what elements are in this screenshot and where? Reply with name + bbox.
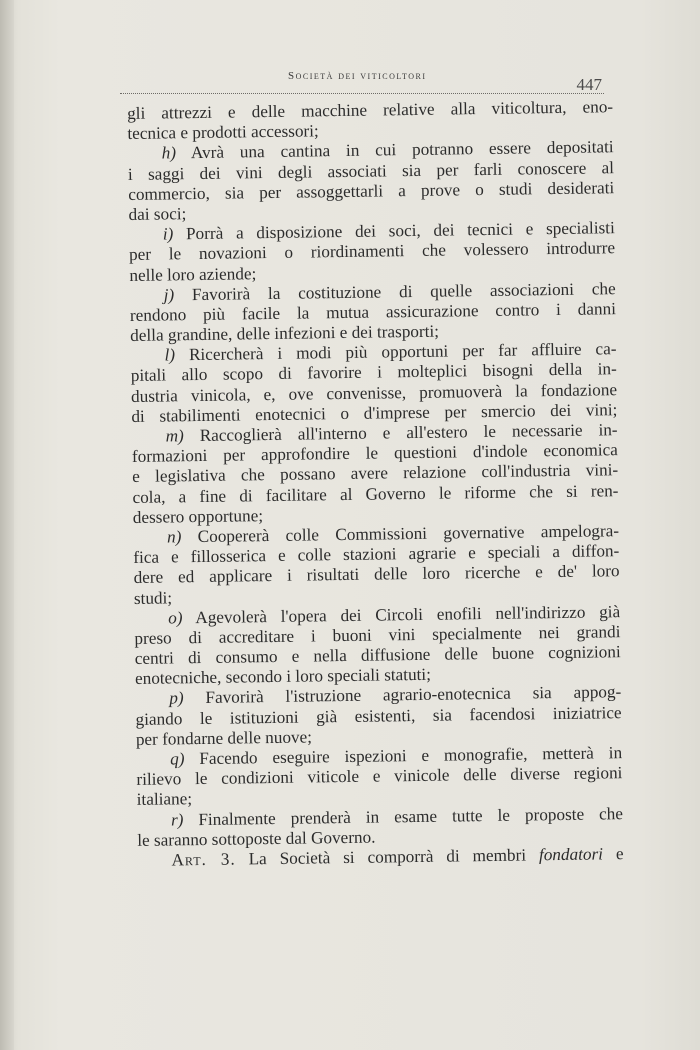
- article-label: Art. 3.: [171, 849, 236, 870]
- article-3-heading: Art. 3. La Società si comporrà di membri fondatori e: [171, 844, 624, 870]
- list-item-q: q) Facendo eseguire ispezioni e monografie, metterà in: [170, 743, 623, 769]
- list-item-h: h) Avrà una cantina in cui potranno essere depositati: [161, 137, 614, 163]
- text-line: per le novazioni o riordinamenti che volessero introdurre: [128, 238, 616, 265]
- text-line: commercio, sia per assoggettarli a prove o studi desiderati: [128, 177, 615, 204]
- text-line: centri di consumo e nella diffusione delle buone cognizioni: [134, 642, 621, 669]
- item-marker: p): [169, 688, 184, 708]
- text-line: italiane;: [136, 789, 193, 810]
- list-item-p: p) Favorirà l'istruzione agrario-enotecnica sia appog-: [169, 682, 622, 708]
- item-marker: l): [164, 345, 176, 365]
- page-header: [120, 62, 610, 96]
- list-item-j: j) Favorirà la costituzione di quelle associazioni che: [163, 278, 616, 305]
- book-spine-shadow: [0, 0, 14, 1050]
- text-line: preso di accreditare i buoni vini specialmente nei grandi: [134, 622, 621, 648]
- emphasis-fondatori: fondatori: [538, 844, 604, 865]
- text-line: enotecniche, secondo i loro speciali statuti;: [134, 665, 432, 689]
- text-line: dustria vinicola, e, ove convenisse, promuoverà la fondazione: [130, 379, 618, 406]
- text-line: dessero opportune;: [132, 505, 264, 527]
- text-line: rendono più facile la mutua assicurazione contro i danni: [129, 299, 617, 325]
- list-item-l: l) Ricercherà i modi più opportuni per far affluire ca-: [164, 339, 617, 365]
- list-item-i: i) Porrà a disposizione dei soci, dei tecnici e specialisti: [162, 218, 615, 244]
- text-line: di stabilimenti enotecnici o d'imprese per smercio dei vini;: [131, 399, 618, 426]
- text-line: rilievo le condizioni viticole e vinicole delle diverse regioni: [136, 763, 623, 790]
- list-item-n: n) Coopererà colle Commissioni governative ampelogra-: [166, 521, 620, 547]
- item-marker: r): [170, 809, 184, 830]
- text-line: dai soci;: [128, 204, 187, 224]
- running-head: Società dei viticoltori: [288, 70, 427, 82]
- text-line: gli attrezzi e delle macchine relative alla viticoltura, eno-: [127, 97, 614, 123]
- text-line: per fondarne delle nuove;: [135, 727, 313, 749]
- text-line: nelle loro aziende;: [129, 263, 257, 285]
- page-number: 447: [576, 75, 602, 94]
- list-item-o: o) Agevolerà l'opera dei Circoli enofili nell'indirizzo già: [168, 601, 621, 628]
- item-marker: i): [162, 224, 174, 244]
- text-line: tecnica e prodotti accessori;: [127, 121, 319, 144]
- list-item-r: r) Finalmente prenderà in esame tutte le proposte che: [170, 803, 624, 830]
- text-line: pitali allo scopo di favorire i molteplici bisogni della in-: [130, 359, 617, 386]
- text-line: e legislativa che possano avere relazione coll'industria vini-: [132, 460, 619, 487]
- list-item-m: m) Raccoglierà all'interno e all'estero le necessarie in-: [165, 420, 618, 446]
- item-marker: n): [166, 527, 182, 547]
- text-line: fica e fillosserica e colle stazioni agrarie e speciali a diffon-: [133, 541, 620, 568]
- item-marker: j): [163, 285, 175, 305]
- text-line: formazioni per approfondire le questioni d'indole economica: [131, 440, 619, 467]
- header-rule: [120, 93, 604, 94]
- item-marker: h): [161, 143, 177, 163]
- text-line: giando le istituzioni già esistenti, sia facendosi iniziatrice: [135, 702, 622, 729]
- text-line: studi;: [133, 587, 173, 608]
- item-marker: m): [165, 426, 184, 446]
- text-line: cola, a fine di facilitare al Governo le riforme che si ren-: [132, 480, 619, 507]
- text-line: i saggi dei vini degli associati sia per farli conoscere al: [127, 157, 615, 184]
- text-line: le saranno sottoposte dal Governo.: [137, 827, 376, 850]
- text-line: della grandine, delle infezioni e dei trasporti;: [130, 321, 440, 346]
- body-text: [127, 97, 624, 871]
- item-marker: o): [168, 607, 183, 628]
- item-marker: q): [170, 749, 185, 769]
- text-line: dere ed applicare i risultati delle loro ricerche e de' loro: [133, 561, 620, 588]
